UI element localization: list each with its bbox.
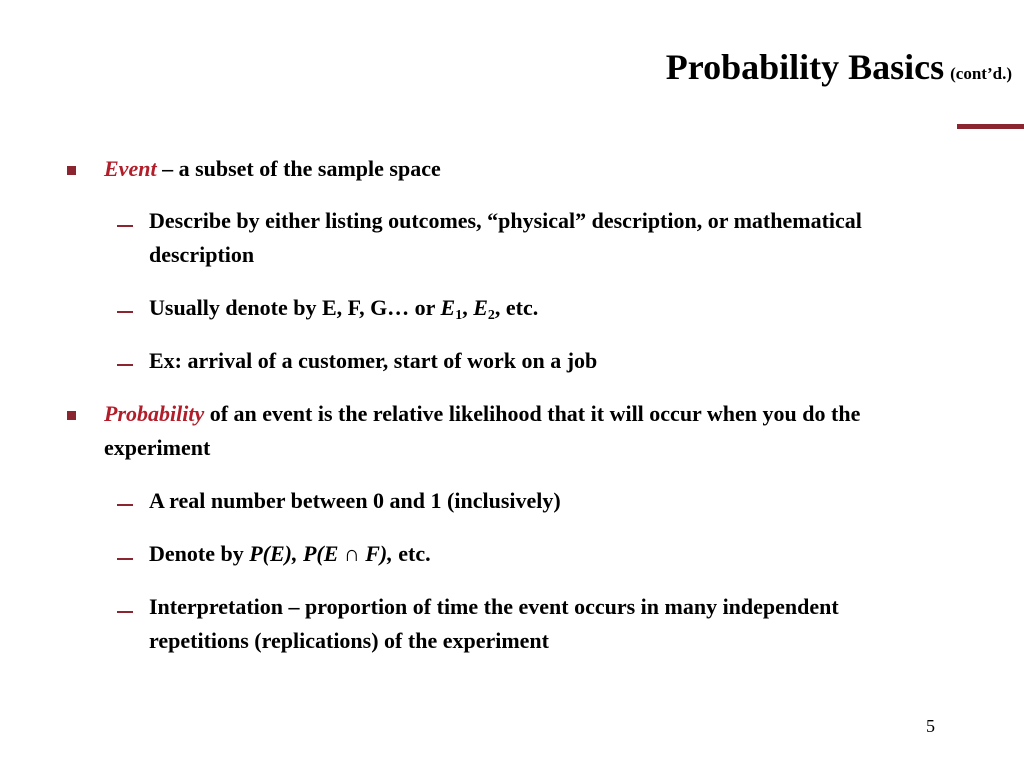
dash-icon — [117, 225, 133, 227]
notation-text: Denote by — [149, 541, 250, 566]
sub-bullet-example: Ex: arrival of a customer, start of work on a job — [149, 348, 598, 373]
bullet-event — [104, 152, 964, 186]
denote-e1: E — [440, 295, 456, 320]
notation-formula: P(E), P(E ∩ F), — [249, 541, 393, 566]
title-divider — [957, 124, 1024, 129]
term-probability: Probability — [104, 401, 205, 426]
sub-bullet-real-number: A real number between 0 and 1 (inclusively) — [149, 488, 561, 513]
sub-bullet-denote — [149, 291, 939, 333]
page-number: 5 — [926, 716, 935, 736]
slide-title — [666, 46, 1012, 88]
denote-comma: , — [462, 295, 474, 320]
term-event: Event — [104, 156, 157, 181]
sub-bullet-interpretation: Interpretation – proportion of time the event occurs in many independent repetitions (replications) of the experiment — [149, 594, 839, 653]
bullet-square-icon — [67, 166, 76, 175]
title-sub: (cont’d.) — [950, 64, 1012, 83]
dash-icon — [117, 504, 133, 506]
denote-sub2: 2 — [487, 308, 495, 323]
dash-icon — [117, 311, 133, 313]
bullet-probability — [104, 397, 964, 465]
dash-icon — [117, 611, 133, 613]
sub-bullet-describe: Describe by either listing outcomes, “physical” description, or mathematical description — [149, 208, 862, 267]
title-main: Probability Basics — [665, 47, 945, 87]
dash-icon — [117, 364, 133, 366]
denote-sub1: 1 — [455, 308, 463, 323]
dash-icon — [117, 558, 133, 560]
probability-definition: of an event is the relative likelihood that it will occur when you do the experiment — [104, 401, 861, 460]
event-definition: – a subset of the sample space — [156, 156, 441, 181]
bullet-square-icon — [67, 411, 76, 420]
denote-etc: , etc. — [494, 295, 539, 320]
sub-bullet-notation — [149, 537, 939, 571]
notation-etc: etc. — [392, 541, 431, 566]
denote-e2: E — [473, 295, 488, 320]
denote-text: Usually denote by E, F, G… or — [149, 295, 441, 320]
